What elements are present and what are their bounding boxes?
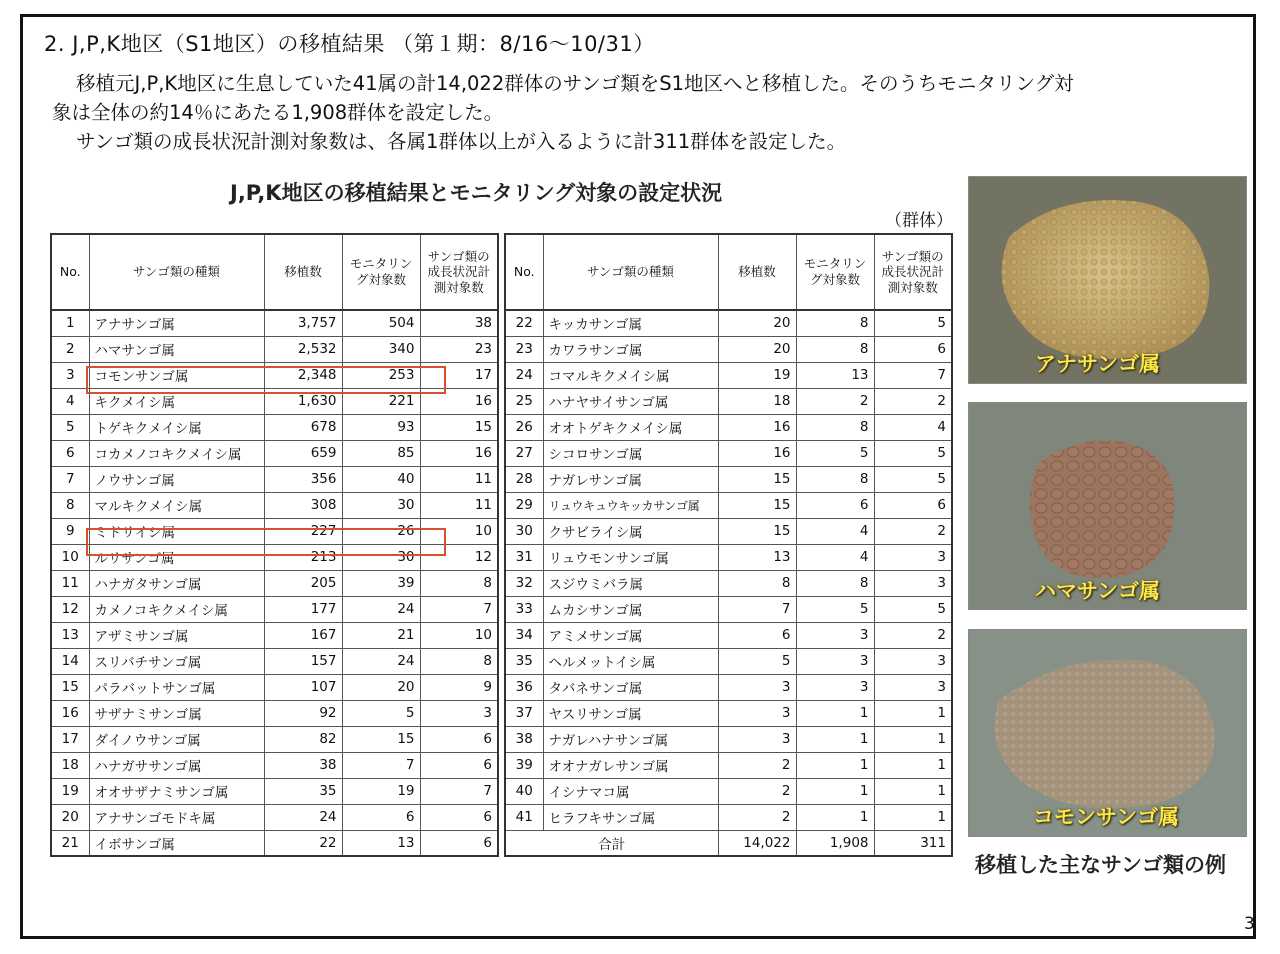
cell-transplanted: 7 (718, 596, 796, 622)
cell-species: サザナミサンゴ属 (89, 700, 264, 726)
cell-no: 11 (51, 570, 89, 596)
cell-growth: 6 (420, 830, 498, 856)
cell-no: 13 (51, 622, 89, 648)
total-label: 合計 (505, 830, 718, 856)
cell-growth: 16 (420, 440, 498, 466)
cell-transplanted: 2 (718, 778, 796, 804)
cell-monitoring: 24 (342, 596, 420, 622)
cell-species: リュウキュウキッカサンゴ属 (543, 492, 718, 518)
col-header-no: No. (51, 234, 89, 310)
cell-transplanted: 13 (718, 544, 796, 570)
table-row (51, 362, 498, 388)
cell-no: 27 (505, 440, 543, 466)
table-row (51, 310, 498, 336)
cell-transplanted: 3,757 (264, 310, 342, 336)
cell-species: カメノコキクメイシ属 (89, 596, 264, 622)
cell-growth: 1 (874, 752, 952, 778)
total-row (505, 830, 952, 856)
cell-growth: 5 (874, 596, 952, 622)
cell-growth: 2 (874, 388, 952, 414)
table-row (51, 778, 498, 804)
table-row (51, 726, 498, 752)
cell-monitoring: 15 (342, 726, 420, 752)
col-header-monitoring: モニタリング対象数 (796, 234, 874, 310)
cell-no: 19 (51, 778, 89, 804)
cell-growth: 12 (420, 544, 498, 570)
cell-species: オオトゲキクメイシ属 (543, 414, 718, 440)
cell-transplanted: 82 (264, 726, 342, 752)
right-data-table (504, 233, 953, 857)
cell-transplanted: 24 (264, 804, 342, 830)
table-row (51, 648, 498, 674)
cell-transplanted: 3 (718, 674, 796, 700)
table-row (505, 804, 952, 830)
cell-no: 14 (51, 648, 89, 674)
cell-growth: 3 (874, 544, 952, 570)
cell-no: 29 (505, 492, 543, 518)
cell-no: 8 (51, 492, 89, 518)
cell-no: 30 (505, 518, 543, 544)
cell-no: 21 (51, 830, 89, 856)
cell-monitoring: 8 (796, 414, 874, 440)
table-row (505, 310, 952, 336)
cell-monitoring: 1 (796, 804, 874, 830)
cell-species: ムカシサンゴ属 (543, 596, 718, 622)
table-row (505, 674, 952, 700)
table-row (505, 648, 952, 674)
cell-growth: 7 (420, 596, 498, 622)
cell-monitoring: 4 (796, 518, 874, 544)
cell-monitoring: 1 (796, 726, 874, 752)
cell-monitoring: 5 (796, 440, 874, 466)
cell-growth: 2 (874, 622, 952, 648)
cell-no: 16 (51, 700, 89, 726)
cell-monitoring: 2 (796, 388, 874, 414)
cell-growth: 38 (420, 310, 498, 336)
cell-transplanted: 19 (718, 362, 796, 388)
cell-species: スジウミバラ属 (543, 570, 718, 596)
cell-monitoring: 39 (342, 570, 420, 596)
cell-monitoring: 3 (796, 648, 874, 674)
cell-monitoring: 4 (796, 544, 874, 570)
cell-species: ハナガタサンゴ属 (89, 570, 264, 596)
cell-monitoring: 30 (342, 492, 420, 518)
cell-no: 33 (505, 596, 543, 622)
cell-no: 32 (505, 570, 543, 596)
cell-species: スリバチサンゴ属 (89, 648, 264, 674)
table-row (505, 622, 952, 648)
table-row (51, 596, 498, 622)
cell-monitoring: 3 (796, 622, 874, 648)
cell-growth: 5 (874, 440, 952, 466)
unit-label: （群体） (885, 211, 953, 231)
cell-species: クサビライシ属 (543, 518, 718, 544)
table-row (51, 674, 498, 700)
cell-growth: 6 (874, 492, 952, 518)
cell-monitoring: 13 (796, 362, 874, 388)
cell-species: ナガレハナサンゴ属 (543, 726, 718, 752)
cell-no: 23 (505, 336, 543, 362)
table-row (51, 466, 498, 492)
cell-transplanted: 16 (718, 440, 796, 466)
cell-species: ミドリイシ属 (89, 518, 264, 544)
cell-no: 25 (505, 388, 543, 414)
cell-monitoring: 93 (342, 414, 420, 440)
cell-growth: 3 (420, 700, 498, 726)
cell-transplanted: 5 (718, 648, 796, 674)
cell-transplanted: 15 (718, 518, 796, 544)
cell-monitoring: 253 (342, 362, 420, 388)
cell-no: 15 (51, 674, 89, 700)
cell-species: ダイノウサンゴ属 (89, 726, 264, 752)
cell-species: リュウモンサンゴ属 (543, 544, 718, 570)
table-row (505, 492, 952, 518)
cell-monitoring: 13 (342, 830, 420, 856)
table-row (505, 544, 952, 570)
cell-no: 40 (505, 778, 543, 804)
cell-transplanted: 678 (264, 414, 342, 440)
cell-monitoring: 221 (342, 388, 420, 414)
cell-species: ヤスリサンゴ属 (543, 700, 718, 726)
cell-growth: 6 (874, 336, 952, 362)
cell-no: 35 (505, 648, 543, 674)
cell-transplanted: 3 (718, 700, 796, 726)
cell-no: 22 (505, 310, 543, 336)
cell-no: 36 (505, 674, 543, 700)
table-row (51, 414, 498, 440)
cell-species: コマルキクメイシ属 (543, 362, 718, 388)
cell-species: キッカサンゴ属 (543, 310, 718, 336)
col-header-species: サンゴ類の種類 (543, 234, 718, 310)
col-header-no: No. (505, 234, 543, 310)
cell-growth: 1 (874, 804, 952, 830)
cell-no: 9 (51, 518, 89, 544)
cell-species: ルリサンゴ属 (89, 544, 264, 570)
cell-monitoring: 85 (342, 440, 420, 466)
table-row (51, 492, 498, 518)
cell-growth: 7 (420, 778, 498, 804)
cell-species: アミメサンゴ属 (543, 622, 718, 648)
cell-transplanted: 167 (264, 622, 342, 648)
cell-monitoring: 20 (342, 674, 420, 700)
cell-transplanted: 2 (718, 752, 796, 778)
cell-no: 10 (51, 544, 89, 570)
table-row (51, 700, 498, 726)
cell-growth: 3 (874, 674, 952, 700)
col-header-growth: サンゴ類の成長状況計測対象数 (874, 234, 952, 310)
photo-2-caption: ハマサンゴ属 (1035, 579, 1160, 603)
cell-species: キクメイシ属 (89, 388, 264, 414)
cell-growth: 11 (420, 466, 498, 492)
cell-monitoring: 5 (342, 700, 420, 726)
table-row (505, 596, 952, 622)
col-header-growth: サンゴ類の成長状況計測対象数 (420, 234, 498, 310)
cell-growth: 8 (420, 648, 498, 674)
cell-growth: 7 (874, 362, 952, 388)
cell-transplanted: 16 (718, 414, 796, 440)
table-row (51, 804, 498, 830)
table-row (505, 778, 952, 804)
cell-no: 26 (505, 414, 543, 440)
table-row (505, 726, 952, 752)
cell-transplanted: 20 (718, 310, 796, 336)
cell-growth: 4 (874, 414, 952, 440)
cell-no: 39 (505, 752, 543, 778)
cell-no: 3 (51, 362, 89, 388)
table-row (51, 622, 498, 648)
cell-growth: 11 (420, 492, 498, 518)
cell-transplanted: 177 (264, 596, 342, 622)
cell-growth: 5 (874, 310, 952, 336)
cell-transplanted: 1,630 (264, 388, 342, 414)
paragraph-line-2: 象は全体の約14％にあたる1,908群体を設定した。 (52, 101, 504, 124)
total-growth: 311 (874, 830, 952, 856)
cell-transplanted: 2,348 (264, 362, 342, 388)
table-row (51, 752, 498, 778)
cell-growth: 3 (874, 570, 952, 596)
cell-species: ヒラフキサンゴ属 (543, 804, 718, 830)
cell-growth: 16 (420, 388, 498, 414)
cell-species: イシナマコ属 (543, 778, 718, 804)
cell-monitoring: 7 (342, 752, 420, 778)
cell-monitoring: 26 (342, 518, 420, 544)
cell-growth: 10 (420, 622, 498, 648)
slide-heading: 2. J,P,K地区（S1地区）の移植結果 （第１期：8/16～10/31） (44, 32, 655, 56)
cell-growth: 17 (420, 362, 498, 388)
cell-transplanted: 213 (264, 544, 342, 570)
cell-no: 5 (51, 414, 89, 440)
cell-species: ナガレサンゴ属 (543, 466, 718, 492)
cell-monitoring: 8 (796, 336, 874, 362)
cell-transplanted: 157 (264, 648, 342, 674)
cell-transplanted: 6 (718, 622, 796, 648)
cell-no: 34 (505, 622, 543, 648)
cell-no: 7 (51, 466, 89, 492)
cell-growth: 1 (874, 778, 952, 804)
cell-monitoring: 40 (342, 466, 420, 492)
cell-growth: 15 (420, 414, 498, 440)
cell-species: コモンサンゴ属 (89, 362, 264, 388)
table-row (505, 440, 952, 466)
total-transplanted: 14,022 (718, 830, 796, 856)
cell-no: 4 (51, 388, 89, 414)
photo-1-caption: アナサンゴ属 (1035, 352, 1160, 376)
cell-growth: 6 (420, 804, 498, 830)
page-number: 3 (1244, 914, 1255, 934)
table-row (51, 388, 498, 414)
cell-no: 17 (51, 726, 89, 752)
cell-no: 18 (51, 752, 89, 778)
cell-growth: 1 (874, 700, 952, 726)
table-row (51, 544, 498, 570)
cell-no: 37 (505, 700, 543, 726)
cell-monitoring: 1 (796, 700, 874, 726)
paragraph-line-1: 移植元J,P,K地区に生息していた41属の計14,022群体のサンゴ類をS1地区へと移植した。そのうちモニタリング対 (76, 72, 1074, 95)
cell-species: シコロサンゴ属 (543, 440, 718, 466)
total-monitoring: 1,908 (796, 830, 874, 856)
cell-monitoring: 8 (796, 310, 874, 336)
table-row (51, 570, 498, 596)
cell-no: 6 (51, 440, 89, 466)
table-row (51, 830, 498, 856)
cell-monitoring: 8 (796, 570, 874, 596)
cell-no: 1 (51, 310, 89, 336)
cell-transplanted: 308 (264, 492, 342, 518)
cell-species: ヘルメットイシ属 (543, 648, 718, 674)
cell-no: 41 (505, 804, 543, 830)
cell-transplanted: 22 (264, 830, 342, 856)
cell-transplanted: 107 (264, 674, 342, 700)
table-row (505, 414, 952, 440)
cell-species: オオナガレサンゴ属 (543, 752, 718, 778)
cell-no: 28 (505, 466, 543, 492)
cell-species: イボサンゴ属 (89, 830, 264, 856)
cell-no: 24 (505, 362, 543, 388)
cell-species: マルキクメイシ属 (89, 492, 264, 518)
cell-monitoring: 6 (342, 804, 420, 830)
cell-transplanted: 15 (718, 466, 796, 492)
cell-species: トゲキクメイシ属 (89, 414, 264, 440)
col-header-transplanted: 移植数 (718, 234, 796, 310)
cell-transplanted: 92 (264, 700, 342, 726)
cell-growth: 3 (874, 648, 952, 674)
cell-monitoring: 8 (796, 466, 874, 492)
cell-species: ハナガササンゴ属 (89, 752, 264, 778)
photos-caption: 移植した主なサンゴ類の例 (975, 853, 1226, 877)
cell-species: カワラサンゴ属 (543, 336, 718, 362)
paragraph-line-3: サンゴ類の成長状況計測対象数は、各属1群体以上が入るように計311群体を設定した。 (76, 130, 847, 153)
cell-monitoring: 30 (342, 544, 420, 570)
table-row (51, 336, 498, 362)
cell-transplanted: 8 (718, 570, 796, 596)
cell-transplanted: 2,532 (264, 336, 342, 362)
table-row (505, 336, 952, 362)
cell-growth: 23 (420, 336, 498, 362)
cell-species: オオサザナミサンゴ属 (89, 778, 264, 804)
cell-monitoring: 21 (342, 622, 420, 648)
cell-monitoring: 24 (342, 648, 420, 674)
table-row (505, 388, 952, 414)
table-row (505, 466, 952, 492)
cell-species: タバネサンゴ属 (543, 674, 718, 700)
cell-no: 31 (505, 544, 543, 570)
cell-growth: 10 (420, 518, 498, 544)
cell-monitoring: 3 (796, 674, 874, 700)
cell-no: 12 (51, 596, 89, 622)
cell-transplanted: 356 (264, 466, 342, 492)
cell-monitoring: 504 (342, 310, 420, 336)
cell-transplanted: 3 (718, 726, 796, 752)
table-row (505, 570, 952, 596)
cell-transplanted: 20 (718, 336, 796, 362)
cell-growth: 1 (874, 726, 952, 752)
cell-monitoring: 6 (796, 492, 874, 518)
cell-species: アザミサンゴ属 (89, 622, 264, 648)
table-row (51, 518, 498, 544)
table-row (505, 518, 952, 544)
table-row (505, 362, 952, 388)
cell-transplanted: 227 (264, 518, 342, 544)
cell-growth: 6 (420, 752, 498, 778)
cell-growth: 6 (420, 726, 498, 752)
col-header-species: サンゴ類の種類 (89, 234, 264, 310)
cell-growth: 5 (874, 466, 952, 492)
cell-species: ハマサンゴ属 (89, 336, 264, 362)
cell-species: アナサンゴモドキ属 (89, 804, 264, 830)
cell-species: ハナヤサイサンゴ属 (543, 388, 718, 414)
col-header-transplanted: 移植数 (264, 234, 342, 310)
cell-monitoring: 19 (342, 778, 420, 804)
cell-growth: 9 (420, 674, 498, 700)
col-header-monitoring: モニタリング対象数 (342, 234, 420, 310)
cell-monitoring: 340 (342, 336, 420, 362)
photo-3-caption: コモンサンゴ属 (1033, 805, 1179, 829)
cell-monitoring: 1 (796, 778, 874, 804)
cell-transplanted: 38 (264, 752, 342, 778)
cell-species: パラバットサンゴ属 (89, 674, 264, 700)
cell-transplanted: 15 (718, 492, 796, 518)
table-row (505, 752, 952, 778)
cell-monitoring: 1 (796, 752, 874, 778)
table-row (51, 440, 498, 466)
cell-species: ノウサンゴ属 (89, 466, 264, 492)
cell-transplanted: 35 (264, 778, 342, 804)
cell-species: アナサンゴ属 (89, 310, 264, 336)
table-row (505, 700, 952, 726)
table-title: J,P,K地区の移植結果とモニタリング対象の設定状況 (230, 181, 723, 205)
cell-transplanted: 205 (264, 570, 342, 596)
cell-no: 20 (51, 804, 89, 830)
cell-no: 2 (51, 336, 89, 362)
cell-transplanted: 18 (718, 388, 796, 414)
cell-growth: 2 (874, 518, 952, 544)
cell-no: 38 (505, 726, 543, 752)
cell-monitoring: 5 (796, 596, 874, 622)
cell-growth: 8 (420, 570, 498, 596)
left-data-table (50, 233, 499, 857)
cell-transplanted: 2 (718, 804, 796, 830)
cell-transplanted: 659 (264, 440, 342, 466)
cell-species: コカメノコキクメイシ属 (89, 440, 264, 466)
